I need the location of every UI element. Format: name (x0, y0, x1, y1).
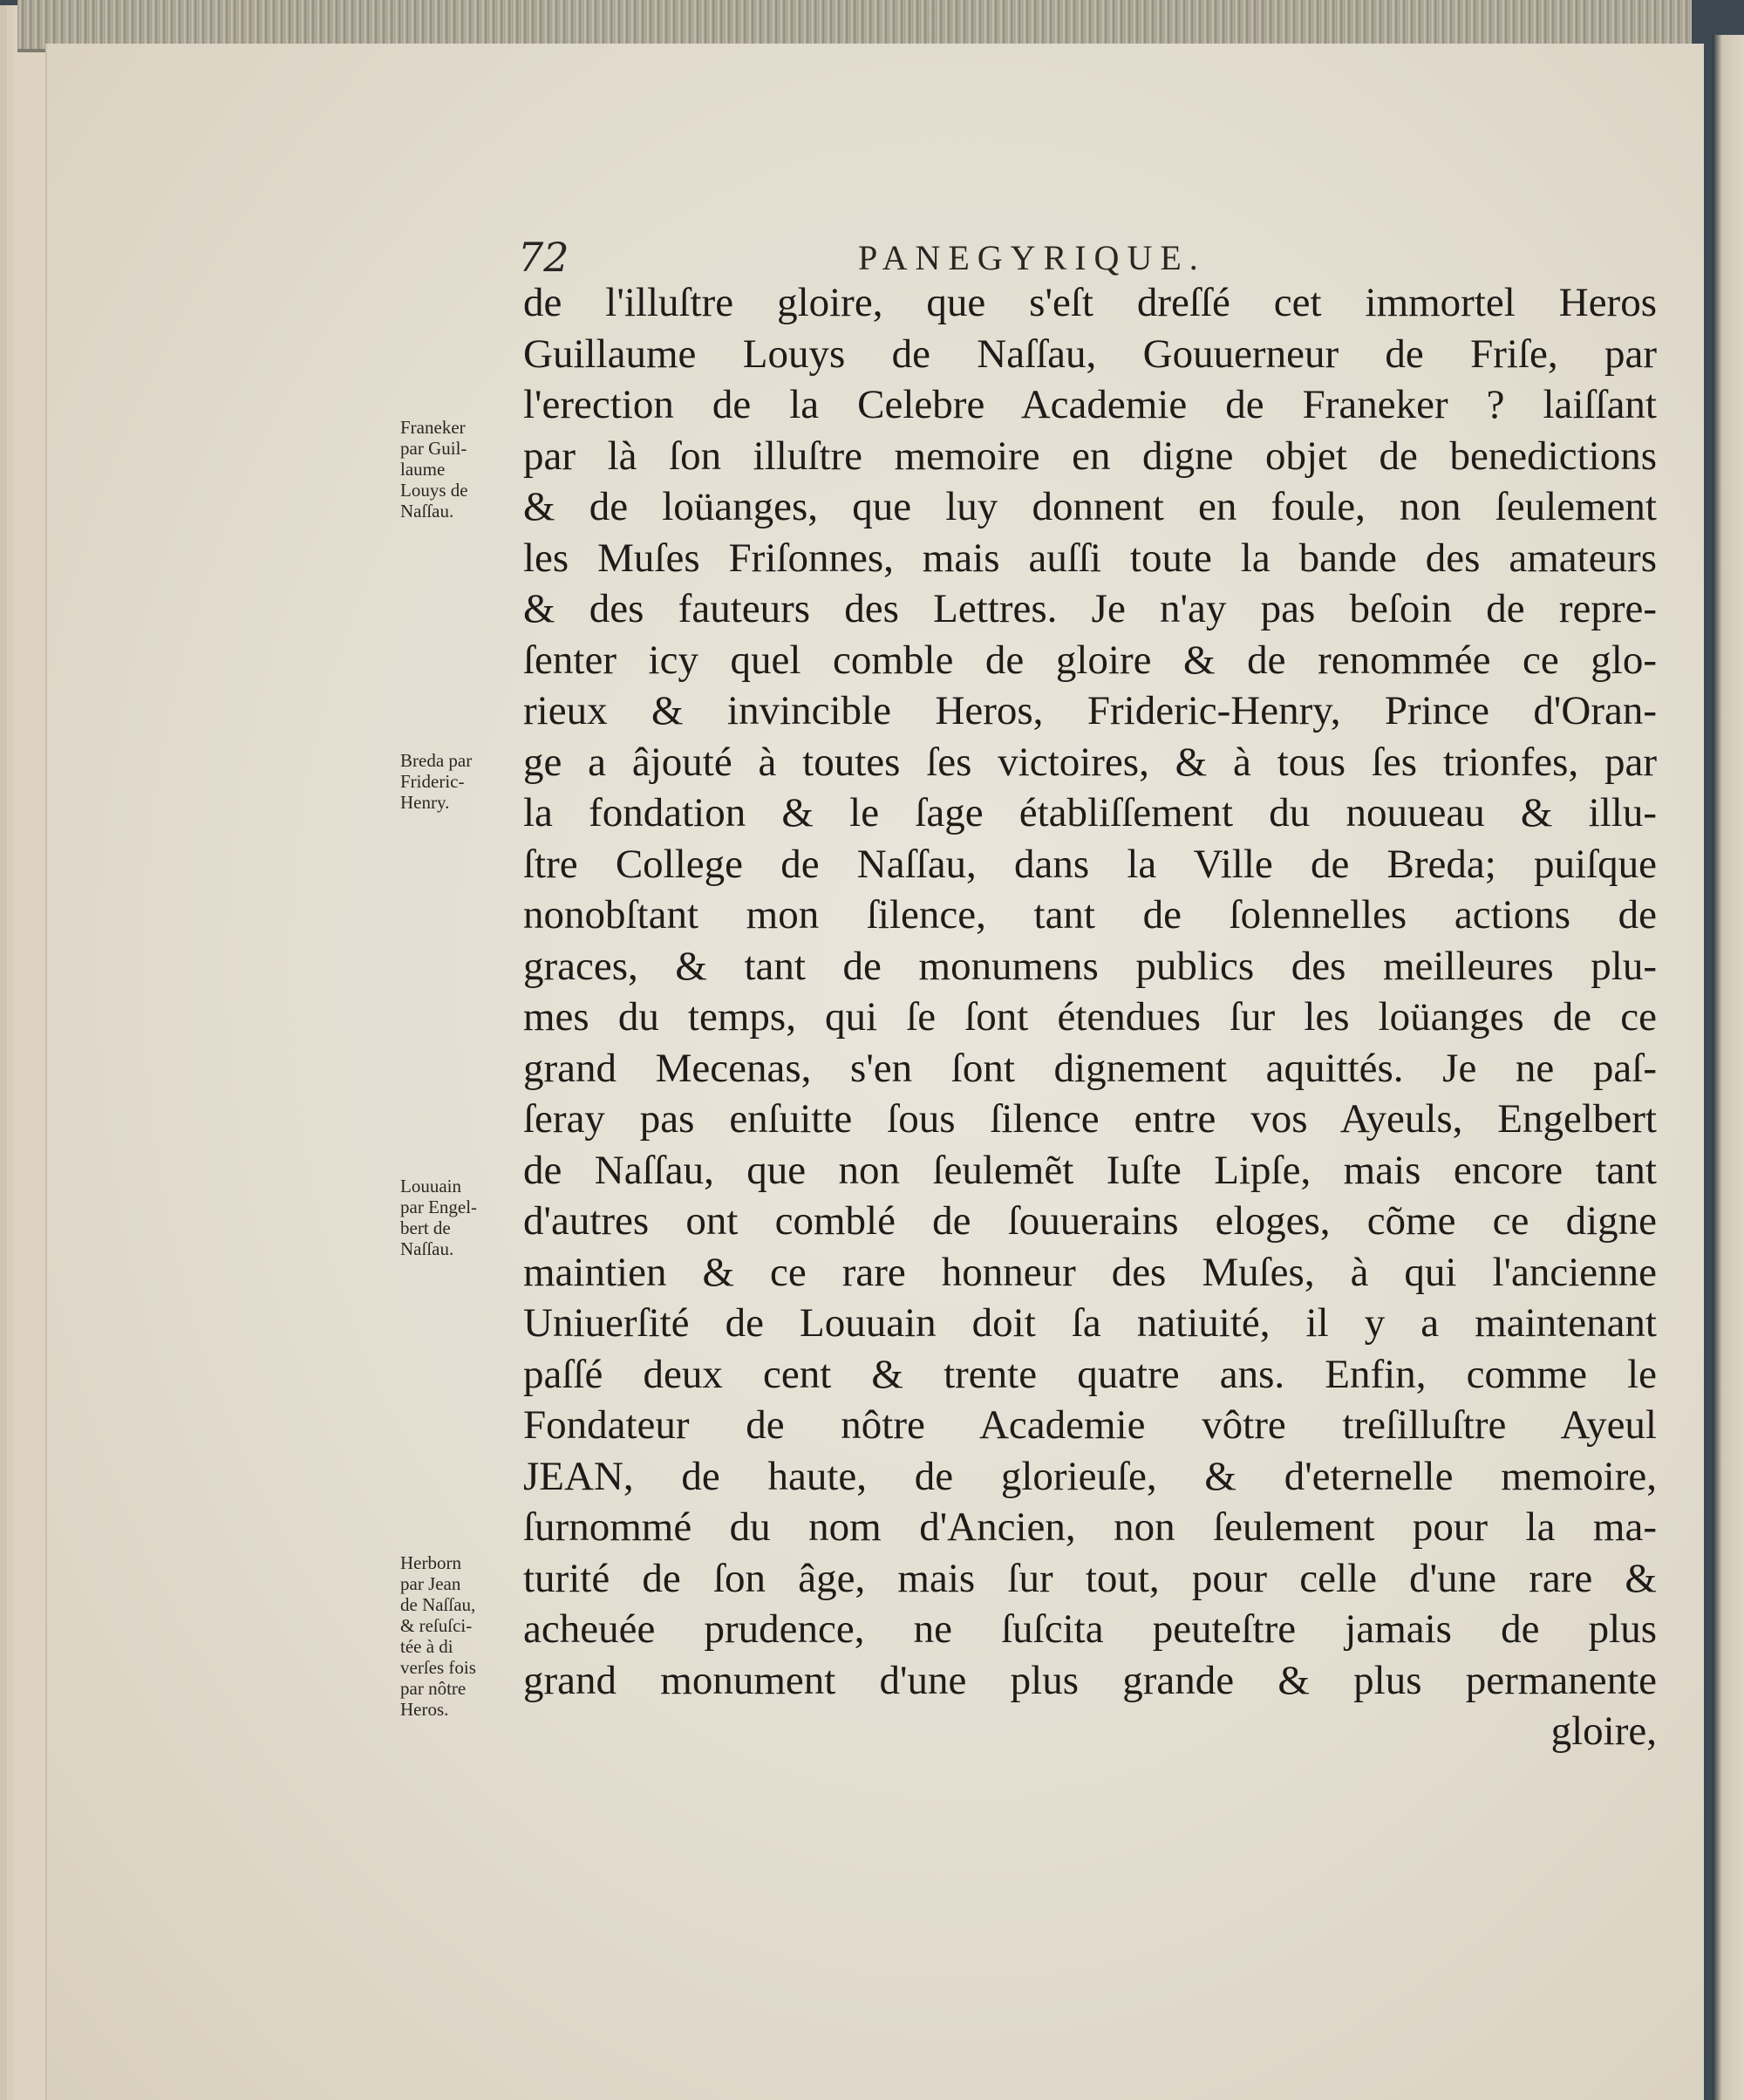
marginal-note-line: Louys de (400, 480, 468, 501)
marginal-note-line: Naſſau. (400, 1238, 454, 1259)
marginal-note (400, 750, 540, 813)
text-line: grand Mecenas, s'en ſont dignement aquittés. Je ne paſ- (523, 1045, 1657, 1091)
text-line: ſeray pas enſuitte ſous ſilence entre vos Ayeuls, Engelbert (523, 1096, 1657, 1142)
marginal-note-line: Henry. (400, 792, 450, 813)
marginal-note-line: par Guil- (400, 438, 467, 459)
text-line: JEAN, de haute, de glorieuſe, & d'eternelle memoire, (523, 1453, 1657, 1499)
text-line: acheuée prudence, ne ſuſcita peuteſtre jamais de plus (523, 1606, 1657, 1652)
text-line: d'autres ont comblé de ſouuerains eloges, cõme ce digne (523, 1198, 1657, 1244)
marginal-note-line: Breda par (400, 750, 473, 771)
marginal-note-line: de Naſſau, (400, 1594, 476, 1615)
text-line: graces, & tant de monumens publics des meilleures plu- (523, 943, 1657, 989)
text-line: paſſé deux cent & trente quatre ans. Enfin, comme le (523, 1351, 1657, 1397)
text-line: la fondation & le ſage établiſſement du nouueau & illu- (523, 790, 1657, 835)
marginal-note-line: verſes fois (400, 1657, 476, 1678)
text-line: maintien & ce rare honneur des Muſes, à qui l'ancienne (523, 1249, 1657, 1295)
text-line: ge a âjouté à toutes ſes victoires, & à tous ſes trionfes, par (523, 739, 1657, 785)
marginal-note-line: Heros. (400, 1699, 449, 1720)
text-line: Uniuerſité de Louuain doit ſa natiuité, il y a maintenant (523, 1300, 1657, 1346)
marginal-note-line: & reſuſci- (400, 1615, 473, 1636)
marginal-note (400, 1176, 540, 1259)
body-text (523, 277, 1657, 1757)
text-line: Guillaume Louys de Naſſau, Gouuerneur de Friſe, par (523, 331, 1657, 377)
running-head: PANEGYRIQUE. (858, 238, 1206, 277)
marginal-note-line: Herborn (400, 1552, 461, 1573)
text-line: nonobſtant mon ſilence, tant de ſolennelles actions de (523, 892, 1657, 938)
catchword: gloire, (1550, 1708, 1657, 1754)
marginal-note-line: Naſſau. (400, 501, 454, 522)
text-line: par là ſon illuſtre memoire en digne objet de benedictions (523, 433, 1657, 479)
text-line: ſtre College de Naſſau, dans la Ville de Breda; puiſque (523, 841, 1657, 887)
text-line: ſenter icy quel comble de gloire & de renommée ce glo- (523, 637, 1657, 683)
marginal-note-line: par Engel- (400, 1197, 478, 1217)
marginal-note-line: Louuain (400, 1176, 461, 1197)
book-page (45, 44, 1704, 2100)
text-line: de Naſſau, que non ſeulemẽt Iuſte Lipſe, mais encore tant (523, 1147, 1657, 1193)
text-line: ſurnommé du nom d'Ancien, non ſeulement pour la ma- (523, 1504, 1657, 1550)
marginal-note-line: par nôtre (400, 1678, 467, 1699)
text-line: l'erection de la Celebre Academie de Franeker ? laiſſant (523, 382, 1657, 427)
text-line: rieux & invincible Heros, Frideric-Henry, Prince d'Oran- (523, 688, 1657, 733)
text-line: grand monument d'une plus grande & plus permanente (523, 1657, 1657, 1703)
marginal-note-line: Franeker (400, 417, 466, 438)
text-line: turité de ſon âge, mais ſur tout, pour celle d'une rare & (523, 1555, 1657, 1601)
marginal-note (400, 1552, 540, 1720)
text-line: & des fauteurs des Lettres. Je n'ay pas beſoin de repre- (523, 586, 1657, 631)
marginal-note-line: bert de (400, 1217, 451, 1238)
marginal-note-line: par Jean (400, 1573, 461, 1594)
text-line: & de loüanges, que luy donnent en foule, non ſeulement (523, 484, 1657, 529)
marginal-note-line: Frideric- (400, 771, 465, 792)
marginal-note-line: tée à di (400, 1636, 453, 1657)
text-line: Fondateur de nôtre Academie vôtre treſilluſtre Ayeul (523, 1402, 1657, 1448)
next-page-edge (1713, 35, 1744, 2100)
text-line: mes du temps, qui ſe ſont étendues ſur les loüanges de ce (523, 994, 1657, 1040)
text-line: les Muſes Friſonnes, mais auſſi toute la bande des amateurs (523, 535, 1657, 581)
page-number: 72 (518, 234, 569, 281)
marginal-note-line: laume (400, 459, 446, 480)
text-line: de l'illuſtre gloire, que s'eſt dreſſé cet immortel Heros (523, 280, 1657, 325)
marginal-note (400, 417, 540, 522)
